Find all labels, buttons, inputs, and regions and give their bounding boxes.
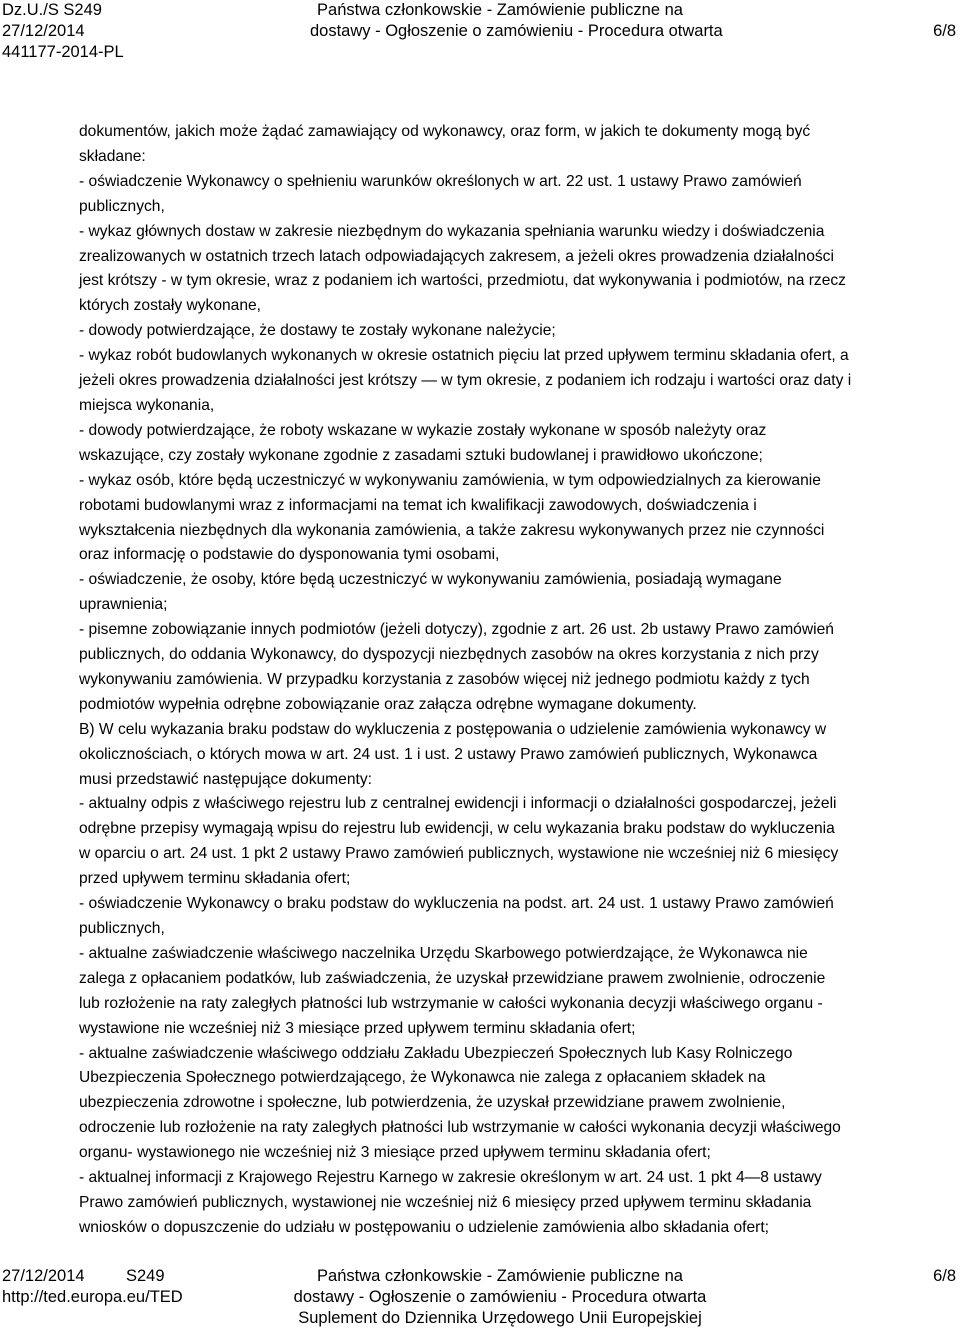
body-text-line: odrębne przepisy wymagają wpisu do rejestru lub ewidencji, w celu wykazania braku podstaw do wykluczenia	[79, 820, 835, 838]
body-text-line: zalega z opłacaniem podatków, lub zaświadczenia, że uzyskał przewidziane prawem zwolnienie, odroczenie	[79, 969, 826, 987]
header-date: 27/12/2014	[2, 22, 85, 40]
body-text-line: - aktualnej informacji z Krajowego Rejestru Karnego w zakresie określonym w art. 24 ust. 1 pkt 4—8 ustawy	[79, 1169, 822, 1187]
footer-supplement: Suplement do Dziennika Urzędowego Unii Europejskiej	[298, 1309, 702, 1327]
body-text-line: wskazujące, czy zostały wykonane zgodnie z zasadami sztuki budowlanej i prawidłowo ukończone;	[79, 446, 763, 464]
header-notice-id: 441177-2014-PL	[2, 43, 124, 61]
footer-page-number: 6/8	[933, 1267, 956, 1285]
footer-s-number: S249	[126, 1267, 165, 1285]
body-text-line: organu- wystawionego nie wcześniej niż 3 miesiące przed upływem terminu składania ofert;	[79, 1144, 711, 1162]
header-title-line-1: Państwa członkowskie - Zamówienie publiczne na	[317, 1, 683, 19]
body-text-line: wykonywaniu zamówienia. W przypadku korzystania z zasobów więcej niż jednego podmiotu każdy z tych	[79, 670, 810, 688]
header-center	[310, 0, 723, 42]
body-text-line: - wykaz osób, które będą uczestniczyć w wykonywaniu zamówienia, w tym odpowiedzialnych za kierowanie	[79, 471, 821, 489]
footer-center	[290, 1266, 710, 1329]
body-text-line: - wykaz robót budowlanych wykonanych w okresie ostatnich pięciu lat przed upływem terminu składania ofert, a	[79, 347, 849, 365]
body-text-line: podmiotów wypełnia odrębne zobowiązanie oraz załącza odrębne wymagane dokumenty.	[79, 695, 697, 713]
body-text-line: robotami budowlanymi wraz z informacjami na temat ich kwalifikacji zawodowych, doświadczenia i	[79, 496, 757, 514]
header-page-number: 6/8	[933, 22, 956, 40]
header-title-line-2: dostawy - Ogłoszenie o zamówieniu - Procedura otwarta	[310, 22, 723, 40]
document-body	[79, 120, 954, 1241]
body-text-line: - dowody potwierdzające, że dostawy te zostały wykonane należycie;	[79, 322, 556, 340]
body-text-line: - oświadczenie Wykonawcy o braku podstaw do wykluczenia na podst. art. 24 ust. 1 ustawy Prawo zamówień	[79, 895, 834, 913]
body-text-line: - aktualne zaświadczenie właściwego naczelnika Urzędu Skarbowego potwierdzające, że Wykonawca nie	[79, 944, 808, 962]
body-text-line: - dowody potwierdzające, że roboty wskazane w wykazie zostały wykonane w sposób należyty oraz	[79, 421, 767, 439]
footer-title-line-2: dostawy - Ogłoszenie o zamówieniu - Procedura otwarta	[293, 1288, 707, 1306]
body-text-line: wykształcenia niezbędnych dla wykonania zamówienia, a także zakresu wykonywanych przez nie czynności	[79, 521, 825, 539]
body-text-line: B) W celu wykazania braku podstaw do wykluczenia z postępowania o udzielenie zamówienia wykonawcy w	[79, 720, 827, 738]
body-text-line: - aktualne zaświadczenie właściwego oddziału Zakładu Ubezpieczeń Społecznych lub Kasy Rolniczego	[79, 1044, 793, 1062]
body-text-line: miejsca wykonania,	[79, 396, 215, 414]
body-text-line: uprawnienia;	[79, 596, 168, 614]
body-text-line: składane:	[79, 147, 146, 165]
body-text-line: - oświadczenie, że osoby, które będą uczestniczyć w wykonywaniu zamówienia, posiadają wymagane	[79, 571, 782, 589]
body-text-line: jeżeli okres prowadzenia działalności jest krótszy — w tym okresie, z podaniem ich rodzaju i wartości oraz daty i	[79, 372, 852, 390]
body-text-line: jest krótszy - w tym okresie, wraz z podaniem ich wartości, przedmiotu, dat wykonywania i podmiotów, na rzecz	[79, 272, 846, 290]
body-text-line: publicznych, do oddania Wykonawcy, do dyspozycji niezbędnych zasobów na okres korzystania z nich przy	[79, 646, 819, 664]
body-text-line: ubezpieczenia zdrowotne i społeczne, lub potwierdzenia, że uzyskał przewidziane prawem zwolnienie,	[79, 1094, 786, 1112]
body-text-line: okolicznościach, o których mowa w art. 24 ust. 1 i ust. 2 ustawy Prawo zamówień publicznych, Wykonawca	[79, 745, 818, 763]
body-text-line: lub rozłożenie na raty zaległych płatności lub wstrzymanie w całości wykonania decyzji właściwego organu -	[79, 994, 823, 1012]
body-text-line: musi przedstawić następujące dokumenty:	[79, 770, 372, 788]
body-text-line: oraz informację o podstawie do dysponowania tymi osobami,	[79, 546, 500, 564]
body-text-line: których zostały wykonane,	[79, 297, 262, 315]
body-text-line: Ubezpieczenia Społecznego potwierdzającego, że Wykonawca nie zalega z opłacaniem składek na	[79, 1069, 766, 1087]
body-text-line: publicznych,	[79, 920, 165, 937]
body-text-line: - wykaz głównych dostaw w zakresie niezbędnym do wykazania spełniania warunku wiedzy i doświadczenia	[79, 222, 825, 240]
body-text-line: wniosków o dopuszczenie do udziału w postępowaniu o udzielenie zamówienia albo składania ofert;	[79, 1218, 770, 1236]
header-oj-ref: Dz.U./S S249	[2, 1, 102, 19]
body-text-line: - oświadczenie Wykonawcy o spełnieniu warunków określonych w art. 22 ust. 1 ustawy Prawo zamówień	[79, 172, 802, 190]
body-text-line: przed upływem terminu składania ofert;	[79, 870, 351, 888]
body-text-line: wystawione nie wcześniej niż 3 miesiące przed upływem terminu składania ofert;	[79, 1019, 636, 1037]
body-text-line: - aktualny odpis z właściwego rejestru lub z centralnej ewidencji i informacji o działalności gospodarczej, jeżeli	[79, 795, 837, 813]
header-left	[2, 0, 124, 63]
footer-url[interactable]: http://ted.europa.eu/TED	[2, 1288, 183, 1306]
body-text-line: - pisemne zobowiązanie innych podmiotów (jeżeli dotyczy), zgodnie z art. 26 ust. 2b ustawy Prawo zamówień	[79, 621, 834, 639]
body-text-line: Prawo zamówień publicznych, wystawionej nie wcześniej niż 6 miesięcy przed upływem terminu składania	[79, 1193, 812, 1211]
footer-date: 27/12/2014	[2, 1267, 85, 1285]
body-text-line: w oparciu o art. 24 ust. 1 pkt 2 ustawy Prawo zamówień publicznych, wystawione nie wcześniej niż 6 miesięcy	[79, 845, 839, 863]
body-text-line: odroczenie lub rozłożenie na raty zaległych płatności lub wstrzymanie w całości wykonania decyzji właściwego	[79, 1119, 841, 1137]
header-right	[933, 0, 956, 42]
body-text-line: publicznych,	[79, 197, 165, 215]
footer-right	[933, 1266, 956, 1287]
body-text-line: zrealizowanych w ostatnich trzech latach odpowiadających zakresem, a jeżeli okres prowadzenia działalności	[79, 247, 834, 265]
footer-title-line-1: Państwa członkowskie - Zamówienie publiczne na	[317, 1267, 683, 1285]
body-text-line: dokumentów, jakich może żądać zamawiający od wykonawcy, oraz form, w jakich te dokumenty mogą być	[79, 123, 811, 140]
